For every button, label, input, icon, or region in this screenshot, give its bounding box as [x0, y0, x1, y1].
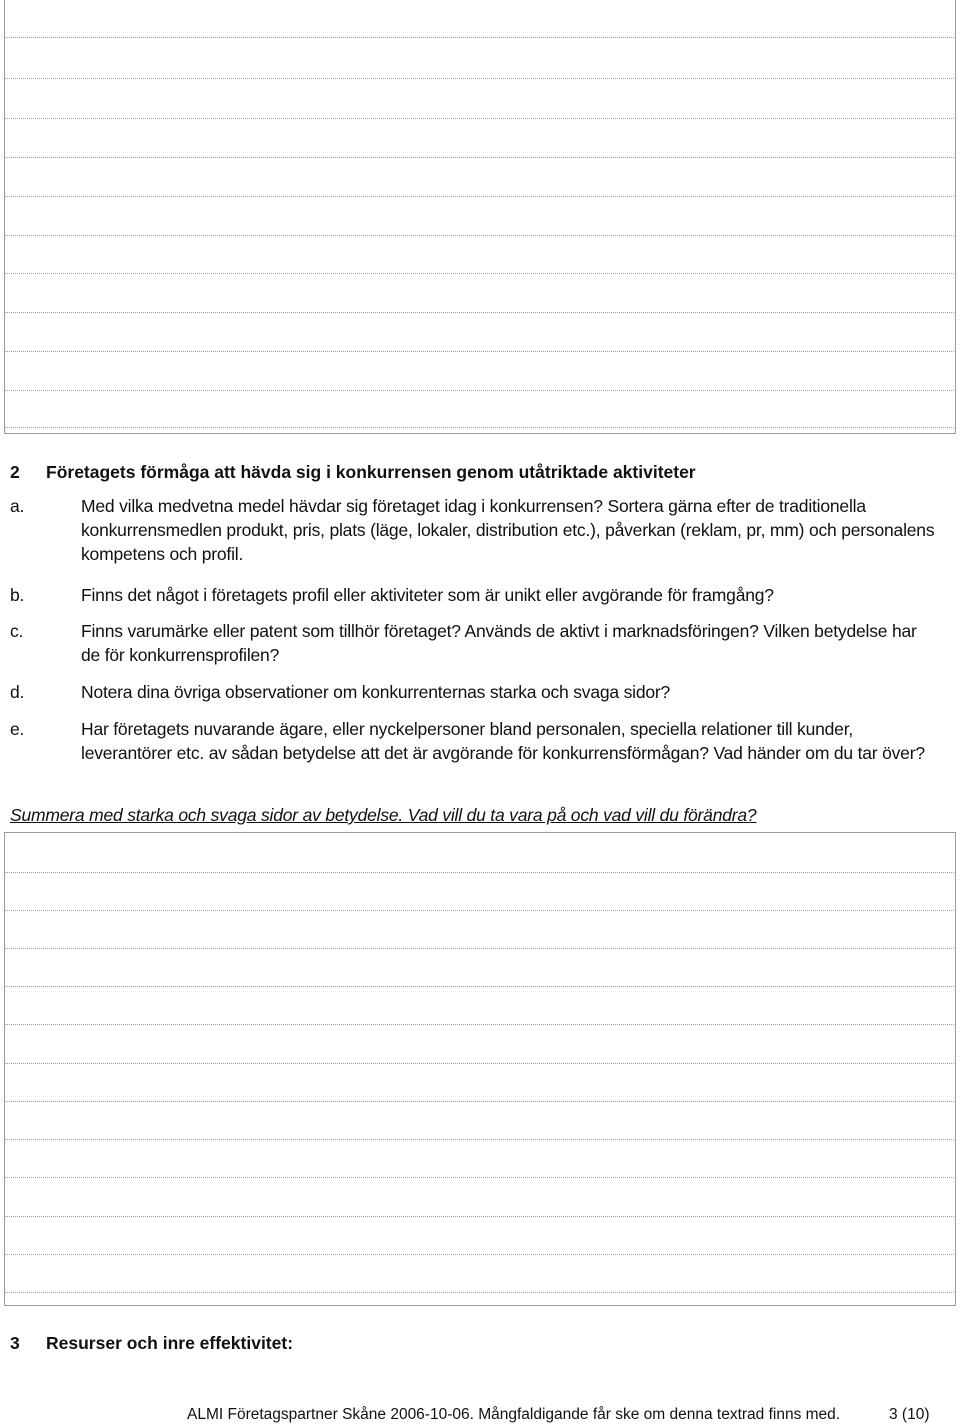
- section-3-title: Resurser och inre effektivitet:: [46, 1333, 294, 1353]
- section-2-title: Företagets förmåga att hävda sig i konkurrensen genom utåtriktade aktiviteter: [46, 462, 696, 482]
- answer-line: [4, 1063, 956, 1064]
- answer-line: [4, 273, 956, 274]
- answer-line: [4, 1101, 956, 1102]
- question-letter: d.: [10, 682, 25, 702]
- answer-line: [4, 235, 956, 236]
- answer-line: [4, 1292, 956, 1293]
- answer-box-top[interactable]: [4, 0, 956, 434]
- answer-box-section-2[interactable]: [4, 832, 956, 1306]
- question-e: [10, 717, 940, 765]
- answer-line: [4, 351, 956, 352]
- question-text: Finns det något i företagets profil eller aktiviteter som är unikt eller avgörande för framgång?: [81, 585, 774, 605]
- answer-line: [4, 390, 956, 391]
- section-2-number: 2: [10, 462, 20, 482]
- answer-line: [4, 1139, 956, 1140]
- answer-line: [4, 1177, 956, 1178]
- answer-line: [4, 948, 956, 949]
- answer-line: [4, 986, 956, 987]
- question-d: [10, 680, 940, 704]
- question-letter: b.: [10, 585, 25, 605]
- answer-line: [4, 910, 956, 911]
- summary-instruction: Summera med starka och svaga sidor av betydelse. Vad vill du ta vara på och vad vill du förändra?: [10, 805, 757, 825]
- answer-line: [4, 78, 956, 79]
- answer-line: [4, 1254, 956, 1255]
- answer-line: [4, 1216, 956, 1217]
- question-b: [10, 583, 940, 607]
- answer-line: [4, 427, 956, 428]
- question-c: [10, 619, 940, 667]
- answer-line: [4, 872, 956, 873]
- question-letter: e.: [10, 719, 25, 739]
- question-text: Har företagets nuvarande ägare, eller nyckelpersoner bland personalen, speciella relationer till kunder, leverantörer etc. av sådan betydelse att det är avgörande för konkurrensförmågan? Vad händer om du tar över?: [81, 719, 925, 763]
- question-text: Notera dina övriga observationer om konkurrenternas starka och svaga sidor?: [81, 682, 671, 702]
- question-letter: a.: [10, 496, 25, 516]
- answer-line: [4, 1024, 956, 1025]
- answer-line: [4, 196, 956, 197]
- answer-line: [4, 312, 956, 313]
- answer-line: [4, 37, 956, 38]
- section-3-number: 3: [10, 1333, 20, 1353]
- question-a: [10, 494, 940, 566]
- footer-text: ALMI Företagspartner Skåne 2006-10-06. Mångfaldigande får ske om denna textrad finns med.: [187, 1406, 841, 1423]
- page-number: 3 (10): [889, 1406, 930, 1423]
- question-letter: c.: [10, 621, 24, 641]
- question-text: Finns varumärke eller patent som tillhör företaget? Används de aktivt i marknadsföringen? Vilken betydelse har de för konkurrensprofilen?: [81, 621, 917, 665]
- section-3-heading: [10, 1331, 293, 1355]
- section-2-heading: [10, 460, 696, 484]
- answer-line: [4, 157, 956, 158]
- answer-line: [4, 118, 956, 119]
- question-text: Med vilka medvetna medel hävdar sig företaget idag i konkurrensen? Sortera gärna efter de traditionella konkurrensmedlen produkt, pris, plats (läge, lokaler, distribution etc.), påverkan (reklam, pr, mm) och personalens kompetens och profil.: [81, 496, 935, 564]
